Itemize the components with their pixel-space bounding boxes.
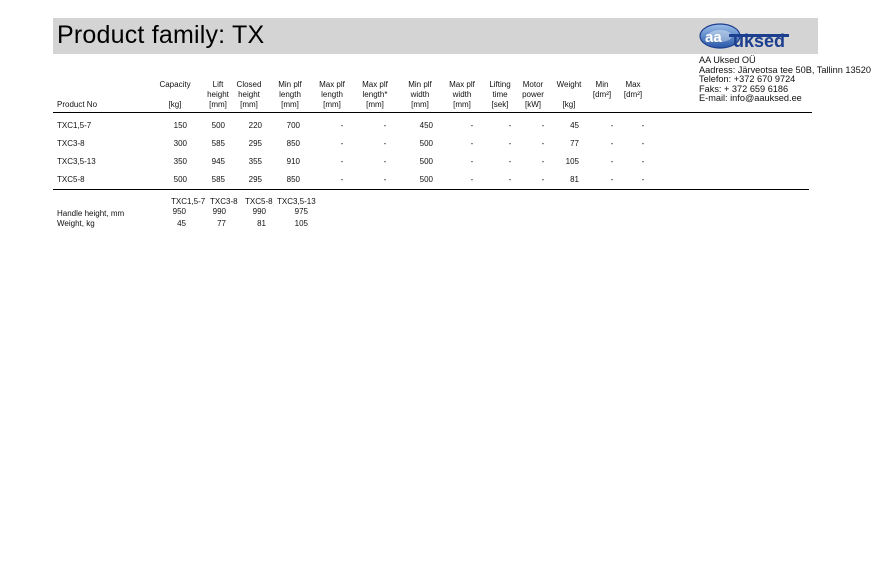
col-header-5: Max plf length [319, 80, 345, 99]
table-cell: 355 [248, 157, 262, 166]
company-name: AA Uksed OÜ [699, 55, 756, 65]
table-cell: - [383, 157, 387, 166]
table-cell: 300 [173, 139, 187, 148]
table-cell: - [641, 121, 645, 130]
col-header-3: Closed height [236, 80, 262, 99]
table-cell: 850 [286, 139, 300, 148]
col-header-11: Weight [556, 80, 582, 89]
logo-prefix: aa [705, 29, 722, 46]
summary-value: 990 [252, 207, 266, 216]
table-cell: - [508, 157, 512, 166]
table-cell: 500 [211, 121, 225, 130]
col-header-9: Lifting time [489, 80, 511, 99]
table-cell: - [383, 121, 387, 130]
col-unit-6: [mm] [366, 100, 384, 109]
table-bottom-rule [53, 189, 809, 190]
table-cell: - [340, 121, 344, 130]
summary-value: 77 [217, 219, 226, 228]
table-cell: 700 [286, 121, 300, 130]
col-header-4: Min plf length [278, 80, 302, 99]
company-email: E-mail: info@aauksed.ee [699, 93, 802, 104]
table-cell: 295 [248, 175, 262, 184]
table-cell: 105 [565, 157, 579, 166]
table-cell: - [508, 121, 512, 130]
table-cell: TXC3,5-13 [57, 157, 96, 166]
col-header-product-no: Product No [57, 100, 98, 109]
table-cell: - [610, 175, 614, 184]
summary-value: 45 [177, 219, 186, 228]
logo-text: uksed [733, 31, 786, 50]
col-unit-8: [mm] [453, 100, 471, 109]
col-unit-11: [kg] [562, 100, 576, 109]
table-cell: 350 [173, 157, 187, 166]
company-address: Aadress: Järveotsa tee 50B, Tallinn 13520 [699, 64, 871, 75]
table-cell: - [383, 175, 387, 184]
table-cell: TXC3-8 [57, 139, 85, 148]
col-unit-1: [kg] [168, 100, 182, 109]
header-rule [53, 112, 812, 113]
table-cell: - [641, 139, 645, 148]
table-cell: - [541, 121, 545, 130]
table-cell: - [610, 121, 614, 130]
table-cell: - [470, 175, 474, 184]
table-cell: 45 [570, 121, 579, 130]
table-cell: 500 [173, 175, 187, 184]
col-header-6: Max plf length* [362, 80, 388, 99]
table-cell: - [641, 175, 645, 184]
summary-value: 105 [294, 219, 308, 228]
table-cell: 910 [286, 157, 300, 166]
table-cell: 585 [211, 139, 225, 148]
company-logo [699, 22, 791, 50]
table-cell: 295 [248, 139, 262, 148]
table-cell: 220 [248, 121, 262, 130]
table-cell: TXC1,5-7 [57, 121, 92, 130]
col-unit-10: [kW] [525, 100, 541, 109]
summary-header: TXC3-8 [210, 197, 238, 206]
page-title: Product family: TX [57, 21, 265, 49]
table-cell: 450 [419, 121, 433, 130]
table-cell: - [340, 175, 344, 184]
table-cell: 77 [570, 139, 579, 148]
summary-value: 950 [172, 207, 186, 216]
summary-row-label: Weight, kg [57, 219, 95, 228]
col-unit-3: [mm] [240, 100, 258, 109]
col-header-2: Lift height [207, 80, 229, 99]
table-cell: TXC5-8 [57, 175, 85, 184]
table-cell: - [508, 175, 512, 184]
table-cell: 500 [419, 175, 433, 184]
table-cell: - [541, 157, 545, 166]
summary-header: TXC1,5-7 [171, 197, 206, 206]
logo-mark [699, 22, 791, 50]
company-phone: Telefon: +372 670 9724 [699, 74, 796, 85]
table-cell: - [470, 121, 474, 130]
summary-value: 81 [257, 219, 266, 228]
col-header-10: Motor power [522, 80, 544, 99]
summary-value: 990 [212, 207, 226, 216]
summary-row-label: Handle height, mm [57, 209, 125, 218]
table-cell: - [610, 139, 614, 148]
col-unit-4: [mm] [281, 100, 299, 109]
table-cell: 500 [419, 157, 433, 166]
company-info [699, 56, 871, 104]
table-cell: - [340, 139, 344, 148]
summary-value: 975 [294, 207, 308, 216]
col-header-7: Min plf width [408, 80, 432, 99]
table-cell: 500 [419, 139, 433, 148]
table-cell: - [641, 157, 645, 166]
col-unit-9: [sek] [491, 100, 509, 109]
table-cell: - [508, 139, 512, 148]
col-unit-7: [mm] [411, 100, 429, 109]
col-header-12: Min [dm²] [592, 80, 612, 99]
table-cell: - [541, 139, 545, 148]
col-header-8: Max plf width [449, 80, 475, 99]
col-unit-5: [mm] [323, 100, 341, 109]
table-cell: - [340, 157, 344, 166]
table-cell: 81 [570, 175, 579, 184]
table-cell: - [610, 157, 614, 166]
table-cell: 850 [286, 175, 300, 184]
table-cell: - [541, 175, 545, 184]
table-cell: - [470, 157, 474, 166]
table-cell: 945 [211, 157, 225, 166]
company-fax: Faks: + 372 659 6186 [699, 83, 789, 94]
table-cell: 150 [173, 121, 187, 130]
table-cell: - [383, 139, 387, 148]
table-cell: 585 [211, 175, 225, 184]
col-header-13: Max [dm²] [623, 80, 643, 99]
col-header-1: Capacity [159, 80, 191, 89]
summary-header: TXC3,5-13 [277, 197, 316, 206]
table-cell: - [470, 139, 474, 148]
col-unit-2: [mm] [209, 100, 227, 109]
summary-header: TXC5-8 [245, 197, 273, 206]
